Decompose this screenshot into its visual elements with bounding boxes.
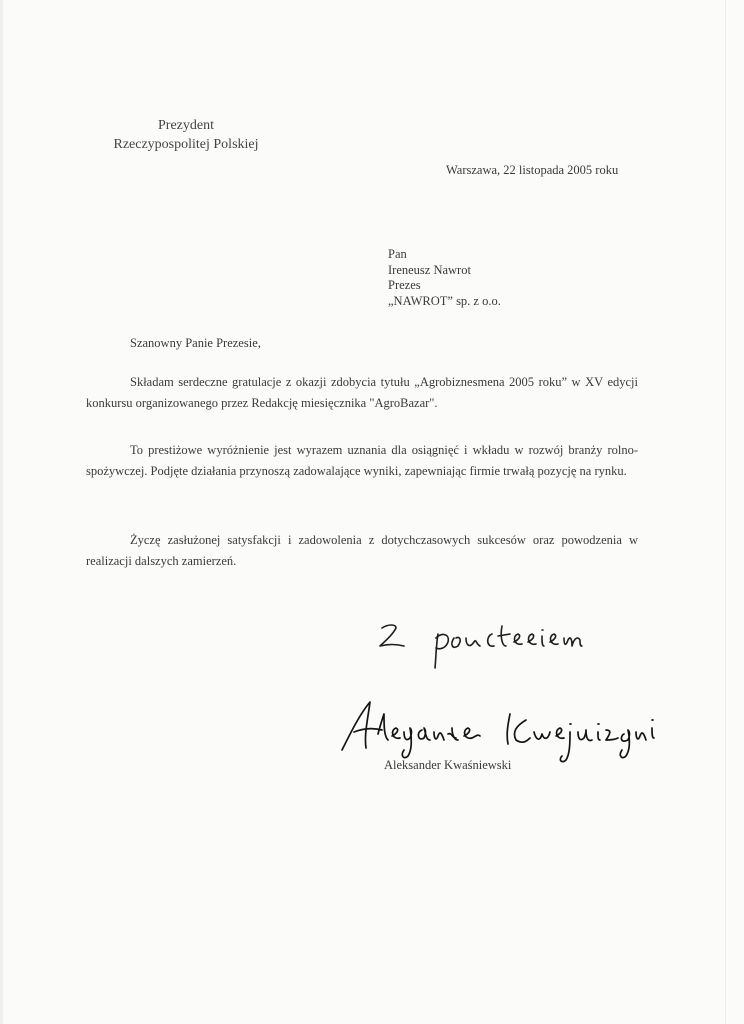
scan-edge-right bbox=[725, 0, 726, 1024]
letterhead-title: Prezydent bbox=[158, 118, 214, 133]
recipient-title: Prezes bbox=[388, 278, 421, 292]
letter-date: Warszawa, 22 listopada 2005 roku bbox=[446, 163, 619, 177]
closing-handwriting bbox=[380, 625, 582, 668]
recipient-company: „NAWROT” sp. z o.o. bbox=[388, 293, 501, 308]
letterhead bbox=[96, 116, 276, 154]
recipient-name: Ireneusz Nawrot bbox=[388, 262, 471, 277]
scan-edge-left bbox=[0, 0, 3, 1024]
signature-graphic bbox=[330, 610, 670, 780]
greeting: Szanowny Panie Prezesie, bbox=[130, 336, 261, 350]
recipient-salutation: Pan bbox=[388, 247, 407, 261]
paragraph-wishes bbox=[86, 530, 638, 572]
paragraph-text: Życzę zasłużonej satysfakcji i zadowolenia z dotychczasowych sukcesów oraz powodzenia w realizacji dalszych zamierzeń. bbox=[86, 533, 638, 568]
signature-handwriting bbox=[342, 702, 654, 762]
paragraph-recognition bbox=[86, 440, 638, 482]
paragraph-text: Składam serdeczne gratulacje z okazji zdobycia tytułu „Agrobiznesmena 2005 roku” w XV edycji konkursu organizowanego przez Redakcję miesięcznika "AgroBazar". bbox=[86, 375, 638, 410]
signatory-name: Aleksander Kwaśniewski bbox=[384, 758, 512, 772]
paragraph-congratulations bbox=[86, 372, 638, 414]
letterhead-subtitle: Rzeczypospolitej Polskiej bbox=[113, 137, 259, 152]
recipient-block bbox=[388, 247, 501, 309]
paragraph-text: To prestiżowe wyróżnienie jest wyrazem uznania dla osiągnięć i wkładu w rozwój branży rolno-spożywczej. Podjęte działania przynoszą zadowalające wyniki, zapewniając firmie trwałą pozycję na rynku. bbox=[86, 443, 638, 478]
handwritten-signature-area bbox=[330, 610, 670, 780]
